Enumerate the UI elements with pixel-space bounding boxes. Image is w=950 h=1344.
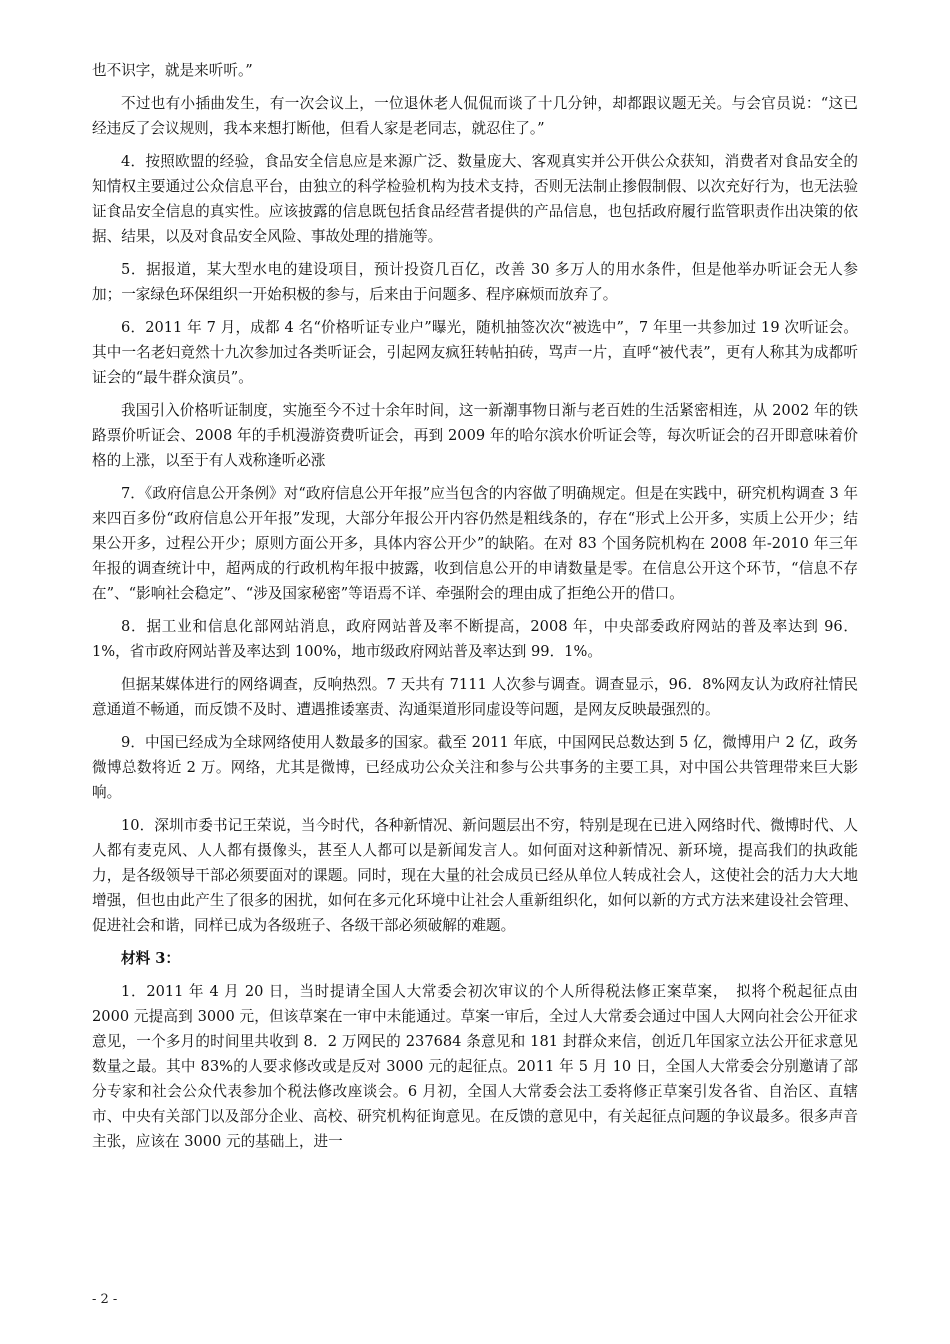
section-heading-material-3: 材料 3： [121, 950, 181, 967]
paragraph-item-6-cont: 我国引入价格听证制度，实施至今不过十余年时间，这一新潮事物日渐与老百姓的生活紧密相连，从 2002 年的铁路票价听证会、2008 年的手机漫游资费听证会，再到 2009 年的哈尔滨水价听证会等，每次听证会的召开即意味着价格的上涨，以至于有人戏称逢听必涨 [92, 402, 858, 469]
paragraph-anecdote: 不过也有小插曲发生，有一次会议上，一位退休老人侃侃而谈了十几分钟，却都跟议题无关。与会官员说：“这已经违反了会议规则，我本来想打断他，但看人家是老同志，就忍住了。” [92, 95, 858, 137]
paragraph-item-7: 7．《政府信息公开条例》对“政府信息公开年报”应当包含的内容做了明确规定。但是在实践中，研究机构调查 3 年来四百多份“政府信息公开年报”发现，大部分年报公开内容仍然是粗线条的，存在“形式上公开多，实质上公开少；结果公开多，过程公开少；原则方面公开多，具体内容公开少”的缺陷。在对 83 个国务院机构在 2008 年-2010 年三年年报的调查统计中，超两成的行政机构年报中披露，收到信息公开的申请数量是零。在信息公开这个环节，“信息不存在”、“影响社会稳定”、“涉及国家秘密”等语焉不详、牵强附会的理由成了拒绝公开的借口。 [92, 485, 858, 602]
page-number: - 2 - [92, 1292, 118, 1307]
paragraph-item-5: 5．据报道，某大型水电的建设项目，预计投资几百亿，改善 30 多万人的用水条件，但是他举办听证会无人参加；一家绿色环保组织一开始积极的参与，后来由于问题多、程序麻烦而放弃了。 [92, 261, 858, 303]
paragraph-item-4: 4．按照欧盟的经验，食品安全信息应是来源广泛、数量庞大、客观真实并公开供公众获知，消费者对食品安全的知情权主要通过公众信息平台，由独立的科学检验机构为技术支持，否则无法制止掺假制假、以次充好行为，也无法验证食品安全信息的真实性。应该披露的信息既包括食品经营者提供的产品信息，也包括政府履行监管职责作出决策的依据、结果，以及对食品安全风险、事故处理的措施等。 [92, 153, 858, 245]
paragraph-item-6: 6．2011 年 7 月，成都 4 名“价格听证专业户”曝光，随机抽签次次“被选中”，7 年里一共参加过 19 次听证会。其中一名老妇竟然十九次参加过各类听证会，引起网友疯狂转帖拍砖，骂声一片，直呼“被代表”，更有人称其为成都听证会的“最牛群众演员”。 [92, 319, 858, 386]
paragraph-continuation: 也不识字，就是来听听。” [92, 62, 253, 79]
paragraph-item-8-cont: 但据某媒体进行的网络调查，反响热烈。7 天共有 7111 人次参与调查。调查显示，96．8%网友认为政府社情民意通道不畅通，而反馈不及时、遭遇推诿塞责、沟通渠道形同虚设等问题，是网友反映最强烈的。 [92, 676, 858, 718]
paragraph-item-8: 8．据工业和信息化部网站消息，政府网站普及率不断提高，2008 年，中央部委政府网站的普及率达到 96．1%，省市政府网站普及率达到 100%，地市级政府网站普及率达到 99．1%。 [92, 618, 858, 660]
paragraph-item-9: 9．中国已经成为全球网络使用人数最多的国家。截至 2011 年底，中国网民总数达到 5 亿，微博用户 2 亿，政务微博总数将近 2 万。网络，尤其是微博，已经成功公众关注和参与公共事务的主要工具，对中国公共管理带来巨大影响。 [92, 734, 858, 801]
document-body [92, 58, 858, 1162]
paragraph-item-10: 10．深圳市委书记王荣说，当今时代，各种新情况、新问题层出不穷，特别是现在已进入网络时代、微博时代、人人都有麦克风、人人都有摄像头，甚至人人都可以是新闻发言人。如何面对这种新情况、新环境，提高我们的执政能力，是各级领导干部必须要面对的课题。同时，现在大量的社会成员已经从单位人转成社会人，这使社会的活力大大地增强，但也由此产生了很多的困扰，如何在多元化环境中让社会人重新组织化，如何以新的方式方法来建设社会管理、促进社会和谐，同样已成为各级班子、各级干部必须破解的难题。 [92, 817, 858, 934]
paragraph-material-3-item-1: 1．2011 年 4 月 20 日，当时提请全国人大常委会初次审议的个人所得税法修正案草案， 拟将个税起征点由 2000 元提高到 3000 元，但该草案在一审中未能通过。草案一审后，全过人大常委会通过中国人大网向社会公开征求意见，一个多月的时间里共收到 8．2 万网民的 237684 条意见和 181 封群众来信，创近几年国家立法公开征求意见数量之最。其中 83%的人要求修改或是反对 3000 元的起征点。2011 年 5 月 10 日，全国人大常委会分别邀请了部分专家和社会公众代表参加个税法修改座谈会。6 月初，全国人大常委会法工委将修正草案引发各省、自治区、直辖市、中央有关部门以及部分企业、高校、研究机构征询意见。在反馈的意见中，有关起征点问题的争议最多。很多声音主张，应该在 3000 元的基础上，进一 [92, 983, 858, 1150]
